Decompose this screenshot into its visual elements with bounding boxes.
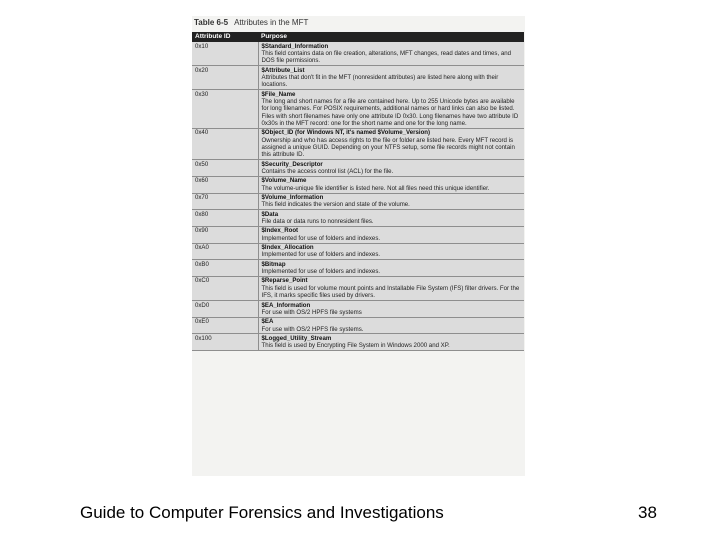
attribute-id-cell: 0xA0	[192, 243, 258, 260]
attribute-description: This field contains data on file creation, alterations, MFT changes, read dates and times, and DOS file permissions.	[261, 49, 512, 65]
attribute-name: $File_Name	[261, 90, 296, 98]
attribute-id-cell: 0x40	[192, 128, 258, 159]
attribute-id-cell: 0x20	[192, 66, 258, 90]
attribute-name: $EA	[261, 318, 274, 326]
table-row	[192, 260, 524, 277]
table-row	[192, 42, 524, 66]
table-header-row	[192, 32, 524, 42]
attribute-id-cell: 0xC0	[192, 276, 258, 300]
attribute-id-cell: 0xB0	[192, 260, 258, 277]
attribute-name: $Volume_Information	[261, 194, 324, 202]
table-caption-label: Table 6-5	[194, 18, 229, 27]
attribute-description: This field is used by Encrypting File System in Windows 2000 and XP.	[261, 342, 450, 350]
attribute-name: $Attribute_List	[261, 66, 305, 74]
attribute-name: $Volume_Name	[261, 177, 307, 185]
table-scan	[192, 16, 525, 476]
table-row	[192, 193, 524, 210]
header-attribute-id: Attribute ID	[192, 32, 258, 42]
table-caption-title: Attributes in the MFT	[234, 18, 309, 27]
attribute-name: $EA_Information	[261, 301, 311, 309]
table-caption	[192, 16, 525, 30]
attribute-description: File data or data runs to nonresident files.	[261, 218, 374, 226]
page-number: 38	[638, 503, 657, 522]
table-row	[192, 226, 524, 243]
purpose-cell	[258, 193, 524, 210]
attribute-description: This field is used for volume mount points and Installable File System (IFS) filter drivers. For the IFS, it marks specific files used by drivers.	[261, 284, 520, 300]
header-purpose: Purpose	[258, 32, 524, 42]
table-row	[192, 128, 524, 159]
attribute-name: $Data	[261, 210, 279, 218]
attribute-name: $Bitmap	[261, 260, 286, 268]
attribute-description: Ownership and who has access rights to the file or folder are listed here. Every MFT record is assigned a unique GUID. Depending on your NTFS setup, some file records might not contain this attribute ID.	[261, 136, 515, 159]
attribute-id-cell: 0x70	[192, 193, 258, 210]
purpose-cell	[258, 301, 524, 318]
purpose-cell	[258, 128, 524, 159]
purpose-cell	[258, 210, 524, 227]
attribute-name: $Index_Allocation	[261, 244, 314, 252]
attribute-name: $Reparse_Point	[261, 277, 308, 285]
table-row	[192, 317, 524, 334]
attribute-description: The long and short names for a file are contained here. Up to 255 Unicode bytes are available for long filenames. For POSIX requirements, additional names or hard links can also be listed. Files with short filenames have only one attribute ID 0x30. Long filenames have two attribute ID 0x30s in the MFT record: one for the short name and one for the long name.	[261, 97, 519, 127]
attribute-description: Implemented for use of folders and indexes.	[261, 268, 381, 276]
purpose-cell	[258, 226, 524, 243]
purpose-cell	[258, 334, 524, 351]
attribute-id-cell: 0x10	[192, 42, 258, 66]
attribute-description: The volume-unique file identifier is listed here. Not all files need this unique identifier.	[261, 184, 490, 192]
purpose-cell	[258, 317, 524, 334]
table-row	[192, 276, 524, 300]
table-row	[192, 176, 524, 193]
attribute-name: $Security_Descriptor	[261, 160, 323, 168]
attribute-id-cell: 0x50	[192, 160, 258, 177]
purpose-cell	[258, 276, 524, 300]
table-row	[192, 301, 524, 318]
attribute-description: Implemented for use of folders and indexes.	[261, 251, 381, 259]
attribute-description: This field indicates the version and state of the volume.	[261, 201, 410, 209]
purpose-cell	[258, 90, 524, 129]
attribute-description: Implemented for use of folders and indexes.	[261, 234, 381, 242]
attribute-name: $Index_Root	[261, 227, 299, 235]
attribute-name: $Logged_Utility_Stream	[261, 334, 332, 342]
attribute-name: $Standard_Information	[261, 42, 329, 50]
table-row	[192, 243, 524, 260]
attribute-description: For use with OS/2 HPFS file systems	[261, 308, 362, 316]
attribute-id-cell: 0xD0	[192, 301, 258, 318]
table-row	[192, 90, 524, 129]
purpose-cell	[258, 176, 524, 193]
purpose-cell	[258, 66, 524, 90]
purpose-cell	[258, 243, 524, 260]
attribute-description: Attributes that don't fit in the MFT (nonresident attributes) are listed here along with their locations.	[261, 73, 499, 89]
table-row	[192, 334, 524, 351]
purpose-cell	[258, 260, 524, 277]
attribute-id-cell: 0x30	[192, 90, 258, 129]
attribute-description: Contains the access control list (ACL) for the file.	[261, 168, 394, 175]
table-row	[192, 210, 524, 227]
attribute-name: $Object_ID (for Windows NT, it's named $Volume_Version)	[261, 129, 431, 137]
purpose-cell	[258, 42, 524, 66]
mft-attributes-table	[192, 32, 524, 351]
attribute-id-cell: 0x60	[192, 176, 258, 193]
attribute-id-cell: 0x90	[192, 226, 258, 243]
footer-title: Guide to Computer Forensics and Investigations	[80, 503, 444, 522]
attribute-id-cell: 0x100	[192, 334, 258, 351]
purpose-cell	[258, 160, 524, 177]
attribute-description: For use with OS/2 HPFS file systems.	[261, 325, 364, 333]
table-row	[192, 66, 524, 90]
attribute-id-cell: 0xE0	[192, 317, 258, 334]
table-row	[192, 160, 524, 177]
attribute-id-cell: 0x80	[192, 210, 258, 227]
